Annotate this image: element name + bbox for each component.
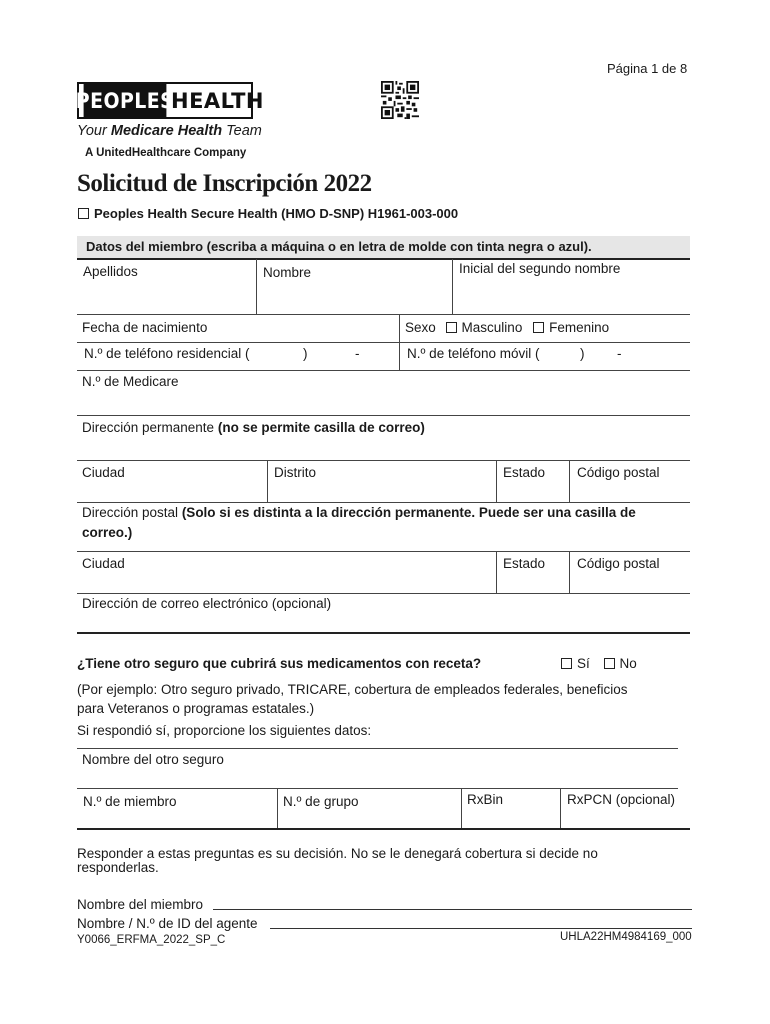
footer-right-code: UHLA22HM4984169_000 [560, 931, 692, 943]
logo-word-right: HEALTH [171, 88, 264, 113]
form-title: Solicitud de Inscripción 2022 [77, 170, 372, 197]
group-number-field[interactable]: N.º de grupo [283, 794, 359, 809]
middle-initial-field[interactable]: Inicial del segundo nombre [459, 261, 621, 276]
mobile-phone-dash: - [617, 346, 622, 361]
divider [267, 460, 268, 502]
medicare-number-field[interactable]: N.º de Medicare [82, 374, 179, 389]
insurance-question: ¿Tiene otro seguro que cubrirá sus medicamentos con receta? [77, 656, 482, 671]
insurance-example-2: para Veteranos o programas estatales.) [77, 701, 315, 716]
divider [77, 632, 690, 634]
district-field[interactable]: Distrito [274, 465, 317, 480]
plan-option-label: Peoples Health Secure Health (HMO D-SNP) H1961-003-000 [94, 206, 459, 221]
agent-label: Nombre / N.º de ID del agente [77, 916, 258, 931]
sex-field [405, 320, 609, 335]
home-phone-paren: ) [303, 346, 308, 361]
divider [77, 370, 690, 371]
plan-checkbox[interactable] [78, 208, 89, 219]
permanent-address-field[interactable] [82, 420, 425, 435]
divider [496, 551, 497, 593]
insurance-example-1: (Por ejemplo: Otro seguro privado, TRICARE, cobertura de empleados federales, beneficios [77, 682, 628, 697]
qr-code-icon [381, 81, 419, 119]
first-name-field[interactable]: Nombre [263, 265, 312, 280]
yes-label: Sí [577, 656, 590, 671]
permanent-address-label: Dirección permanente [82, 420, 215, 435]
tagline-bold: Medicare Health [110, 123, 223, 139]
state2-field[interactable]: Estado [503, 556, 546, 571]
rxbin-field[interactable]: RxBin [467, 792, 504, 807]
member-name-label: Nombre del miembro [77, 897, 204, 912]
mobile-phone-field[interactable]: N.º de teléfono móvil ( [407, 346, 540, 361]
zip2-field[interactable]: Código postal [577, 556, 660, 571]
female-checkbox[interactable] [533, 322, 544, 333]
male-checkbox[interactable] [446, 322, 457, 333]
page-number: Página 1 de 8 [607, 61, 688, 76]
member-number-field[interactable]: N.º de miembro [83, 794, 177, 809]
divider [77, 788, 678, 789]
divider [77, 415, 690, 416]
footer-left-code: Y0066_ERFMA_2022_SP_C [77, 934, 226, 946]
peoples-health-logo [75, 82, 264, 119]
section-header: Datos del miembro (escriba a máquina o en letra de molde con tinta negra o azul). [86, 239, 592, 254]
divider [560, 788, 561, 828]
insurance-answer [561, 656, 637, 671]
other-insurance-name-field[interactable]: Nombre del otro seguro [82, 752, 224, 767]
logo-word-left: PEOPLES [84, 84, 167, 117]
divider [77, 828, 690, 830]
mailing-address-label: Dirección postal [82, 505, 179, 520]
tagline-prefix: Your [77, 123, 107, 139]
no-checkbox[interactable] [604, 658, 615, 669]
divider [496, 460, 497, 502]
divider [77, 314, 690, 315]
divider [77, 258, 690, 260]
divider [569, 551, 570, 593]
divider [77, 593, 690, 594]
divider [256, 259, 257, 314]
divider [452, 259, 453, 314]
last-name-field[interactable]: Apellidos [83, 264, 138, 279]
city-field[interactable]: Ciudad [82, 465, 125, 480]
male-label: Masculino [461, 320, 523, 335]
female-label: Femenino [549, 320, 610, 335]
divider [569, 460, 570, 502]
permanent-address-note: (no se permite casilla de correo) [217, 420, 425, 435]
company-name: A UnitedHealthcare Company [85, 147, 247, 159]
rxpcn-field[interactable]: RxPCN (opcional) [567, 792, 676, 807]
plan-option[interactable] [78, 206, 458, 221]
yes-checkbox[interactable] [561, 658, 572, 669]
zip-field[interactable]: Código postal [577, 465, 660, 480]
sex-label: Sexo [405, 320, 436, 335]
no-label: No [619, 656, 637, 671]
mailing-address-field[interactable] [82, 505, 636, 520]
divider [77, 460, 690, 461]
divider [277, 788, 278, 828]
state-field[interactable]: Estado [503, 465, 546, 480]
disclaimer-line-1: Responder a estas preguntas es su decisión. No se le denegará cobertura si decide no [77, 846, 598, 861]
mailing-address-note-2: correo.) [82, 525, 133, 540]
home-phone-dash: - [355, 346, 360, 361]
agent-line[interactable] [270, 928, 692, 929]
divider [461, 788, 462, 828]
home-phone-field[interactable]: N.º de teléfono residencial ( [84, 346, 250, 361]
dob-field[interactable]: Fecha de nacimiento [82, 320, 208, 335]
divider [77, 551, 690, 552]
email-field[interactable]: Dirección de correo electrónico (opcional) [82, 596, 332, 611]
divider [77, 748, 678, 749]
mobile-phone-paren: ) [580, 346, 585, 361]
member-name-line[interactable] [213, 909, 692, 910]
disclaimer-line-2: responderlas. [77, 860, 159, 875]
mailing-address-note-1: (Solo si es distinta a la dirección permanente. Puede ser una casilla de [181, 505, 636, 520]
divider [77, 342, 690, 343]
city2-field[interactable]: Ciudad [82, 556, 125, 571]
divider [77, 502, 690, 503]
tagline-suffix: Team [226, 123, 262, 139]
logo-tagline [77, 123, 262, 139]
insurance-if-yes: Si respondió sí, proporcione los siguientes datos: [77, 723, 372, 738]
